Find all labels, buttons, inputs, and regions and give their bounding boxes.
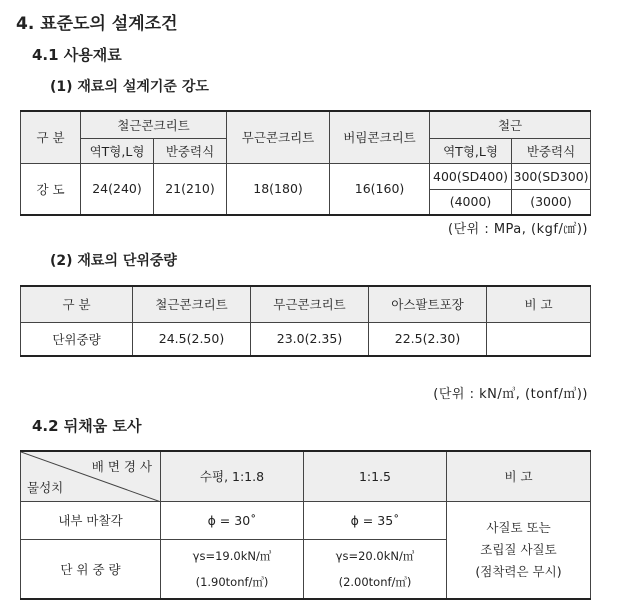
table3-header-flat: 수평, 1:1.8 xyxy=(161,451,304,501)
table3-cell-weight-1-1-5 xyxy=(304,539,447,599)
table1-cell-rc-a: 24(240) xyxy=(81,163,154,215)
table3-header-note: 비 고 xyxy=(447,451,591,501)
table1-cell-rebar-b-1: 300(SD300) xyxy=(512,163,591,189)
subsection-title-backfill: 4.2 뒤채움 토사 xyxy=(32,417,142,435)
table2-cell-note xyxy=(487,322,591,356)
table1-header-rc-b: 반중력식 xyxy=(154,138,227,163)
table1-cell-rebar-b-2: (3000) xyxy=(512,189,591,215)
table2-header-plain-concrete: 무근콘크리트 xyxy=(251,286,369,322)
table3-header-corner xyxy=(21,451,161,501)
subsection-title-unit-weight: (2) 재료의 단위중량 xyxy=(50,253,177,269)
unit-weight-table xyxy=(20,285,591,357)
table3-note-line-3: (점착력은 무시) xyxy=(475,563,562,579)
table3-weight-1-1-5-tonf: (2.00tonf/㎥) xyxy=(338,574,412,589)
table3-note-line-2: 조립질 사질토 xyxy=(480,541,557,557)
table3-weight-1-1-5-kn: γs=20.0kN/㎥ xyxy=(335,548,415,563)
table1-header-rebar: 철근 xyxy=(430,111,591,138)
table2-row-label: 단위중량 xyxy=(21,322,133,356)
table2-unit: (단위 : kN/㎥, (tonf/㎥)) xyxy=(433,387,588,402)
table1-cell-lean-concrete: 16(160) xyxy=(330,163,430,215)
table1-header-rc-a: 역T형,L형 xyxy=(81,138,154,163)
table1-header-rebar-a: 역T형,L형 xyxy=(430,138,512,163)
table1-header-gubun: 구 분 xyxy=(21,111,81,163)
backfill-table xyxy=(20,450,591,600)
table2-header-gubun: 구 분 xyxy=(21,286,133,322)
table3-cell-friction-flat: ϕ = 30˚ xyxy=(161,501,304,539)
table1-cell-rebar-a-2: (4000) xyxy=(430,189,512,215)
table1-row-label: 강 도 xyxy=(21,163,81,215)
table3-note-line-1: 사질토 또는 xyxy=(486,519,551,535)
table1-header-rc: 철근콘크리트 xyxy=(81,111,227,138)
table3-cell-weight-flat xyxy=(161,539,304,599)
table1-cell-plain-concrete: 18(180) xyxy=(227,163,330,215)
table3-header-slope: 배 면 경 사 xyxy=(91,459,152,474)
table3-row-weight-label: 단 위 중 량 xyxy=(21,539,161,599)
table3-weight-flat-kn: γs=19.0kN/㎥ xyxy=(192,548,272,563)
table3-cell-note xyxy=(447,501,591,599)
table2-header-asphalt: 아스팔트포장 xyxy=(369,286,487,322)
table1-unit: (단위 : MPa, (kgf/㎠)) xyxy=(448,222,588,237)
table1-header-rebar-b: 반중력식 xyxy=(512,138,591,163)
section-title: 4. 표준도의 설계조건 xyxy=(16,14,178,34)
table3-row-friction-label: 내부 마찰각 xyxy=(21,501,161,539)
table2-cell-rc: 24.5(2.50) xyxy=(133,322,251,356)
table3-weight-flat-tonf: (1.90tonf/㎥) xyxy=(195,574,269,589)
table2-cell-plain-concrete: 23.0(2.35) xyxy=(251,322,369,356)
table1-cell-rc-b: 21(210) xyxy=(154,163,227,215)
table1-cell-rebar-a-1: 400(SD400) xyxy=(430,163,512,189)
subsection-title-strength: (1) 재료의 설계기준 강도 xyxy=(50,79,209,95)
table2-header-note: 비 고 xyxy=(487,286,591,322)
table1-header-plain-concrete: 무근콘크리트 xyxy=(227,111,330,163)
table2-header-rc: 철근콘크리트 xyxy=(133,286,251,322)
design-strength-table xyxy=(20,110,591,216)
table2-cell-asphalt: 22.5(2.30) xyxy=(369,322,487,356)
subsection-title-materials: 4.1 사용재료 xyxy=(32,46,122,64)
table3-header-1-1-5: 1:1.5 xyxy=(304,451,447,501)
table1-header-lean-concrete: 버림콘크리트 xyxy=(330,111,430,163)
table3-cell-friction-1-1-5: ϕ = 35˚ xyxy=(304,501,447,539)
table3-header-property: 물성치 xyxy=(27,479,64,495)
